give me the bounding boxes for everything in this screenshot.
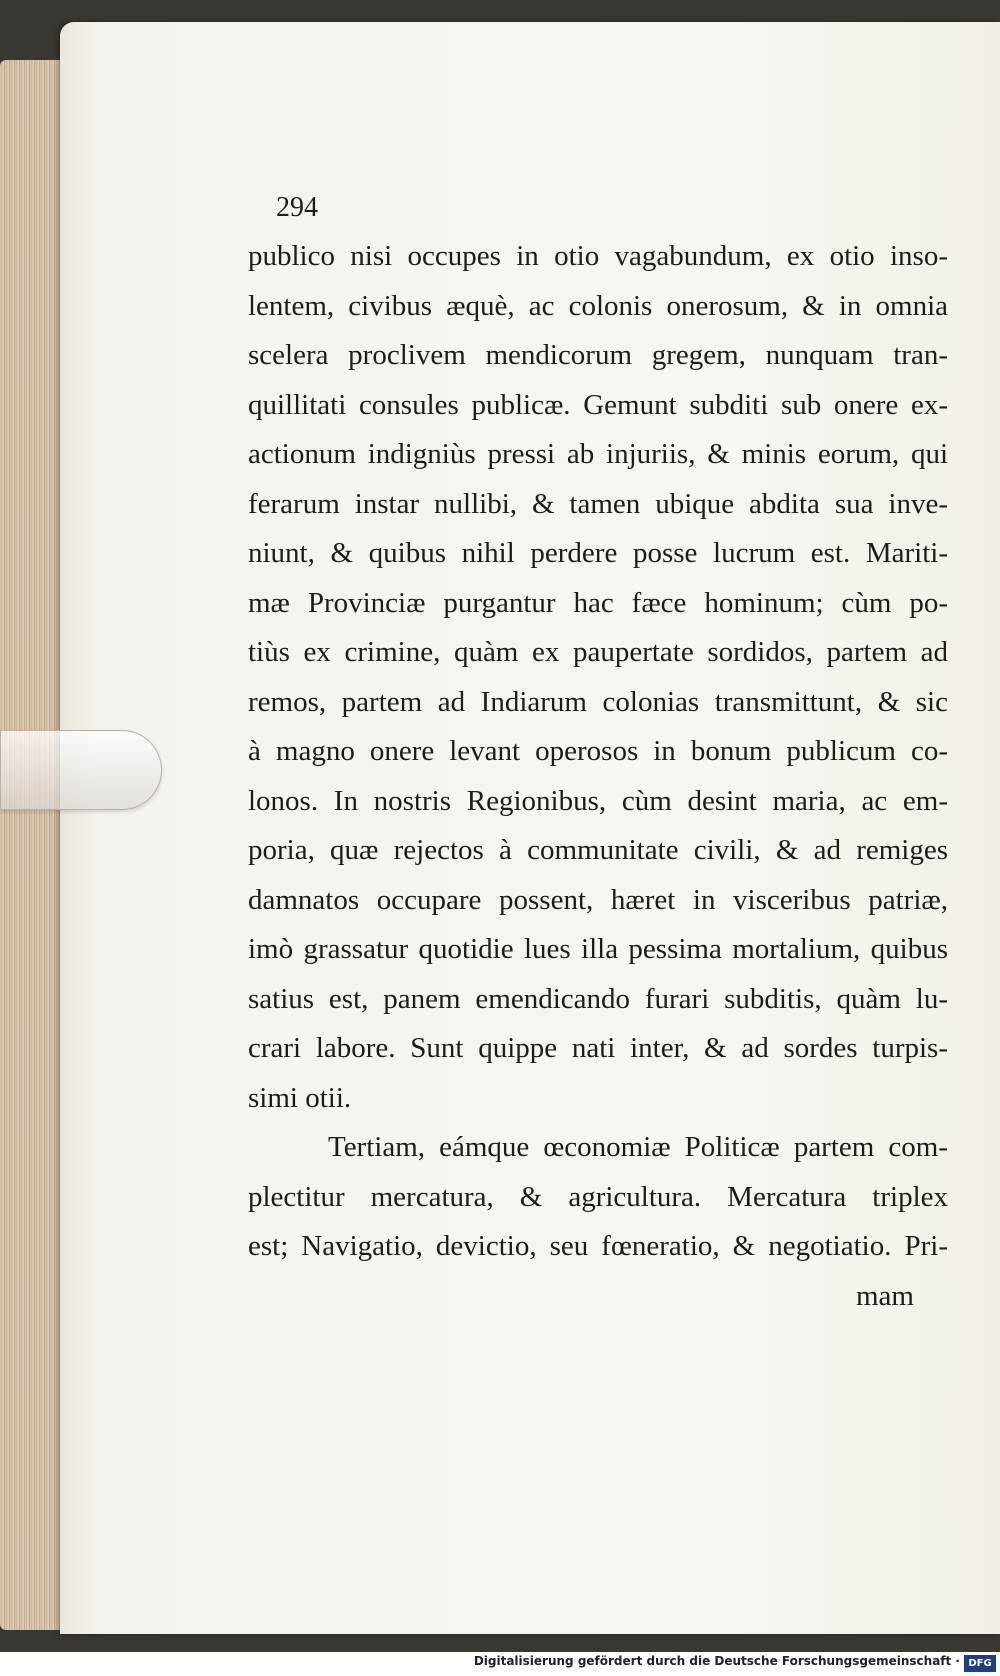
text-line: poria, quæ rejectos à communitate civili, & ad remiges — [248, 834, 948, 866]
text-line: imò grassatur quotidie lues illa pessima mortalium, quibus — [248, 933, 948, 965]
text-line: mæ Provinciæ purgantur hac fæce hominum; cùm po- — [248, 586, 948, 619]
page-text — [248, 190, 948, 1321]
footer-credit: Digitalisierung gefördert durch die Deutsche Forschungsgemeinschaft · — [473, 1654, 960, 1668]
text-line: lonos. In nostris Regionibus, cùm desint maria, ac em- — [248, 784, 948, 817]
text-line: lentem, civibus æquè, ac colonis onerosum, & in omnia — [248, 289, 948, 322]
page-number: 294 — [276, 192, 318, 223]
text-line: est; Navigatio, devictio, seu fœneratio, & negotiatio. Pri- — [248, 1230, 948, 1262]
text-line: quillitati consules publicæ. Gemunt subditi sub onere ex- — [248, 388, 948, 421]
dfg-logo: DFG — [964, 1655, 996, 1672]
text-line: plectitur mercatura, & agricultura. Mercatura triplex — [248, 1180, 948, 1213]
text-line: remos, partem ad Indiarum colonias transmittunt, & sic — [248, 685, 948, 718]
text-line: satius est, panem emendicando furari subditis, quàm lu- — [248, 982, 948, 1015]
text-line: damnatos occupare possent, hæret in visceribus patriæ, — [248, 883, 948, 916]
paragraph-first-line: Tertiam, eámque œconomiæ Politicæ partem com- — [328, 1131, 948, 1163]
catchword: mam — [856, 1279, 914, 1312]
text-line: scelera proclivem mendicorum gregem, nunquam tran- — [248, 339, 948, 371]
text-line: publico nisi occupes in otio vagabundum, ex otio inso- — [248, 240, 948, 272]
text-line: à magno onere levant operosos in bonum publicum co- — [248, 735, 948, 767]
text-line: niunt, & quibus nihil perdere posse lucrum est. Mariti- — [248, 537, 948, 569]
text-line: ferarum instar nullibi, & tamen ubique abdita sua inve- — [248, 487, 948, 520]
text-line: actionum indigniùs pressi ab injuriis, & minis eorum, qui — [248, 438, 948, 470]
text-line: simi otii. — [248, 1081, 352, 1114]
footer-bar — [0, 1652, 1000, 1676]
text-line: crari labore. Sunt quippe nati inter, & ad sordes turpis- — [248, 1032, 948, 1064]
text-line: tiùs ex crimine, quàm ex paupertate sordidos, partem ad — [248, 636, 948, 668]
bookmark-strip — [0, 730, 162, 810]
